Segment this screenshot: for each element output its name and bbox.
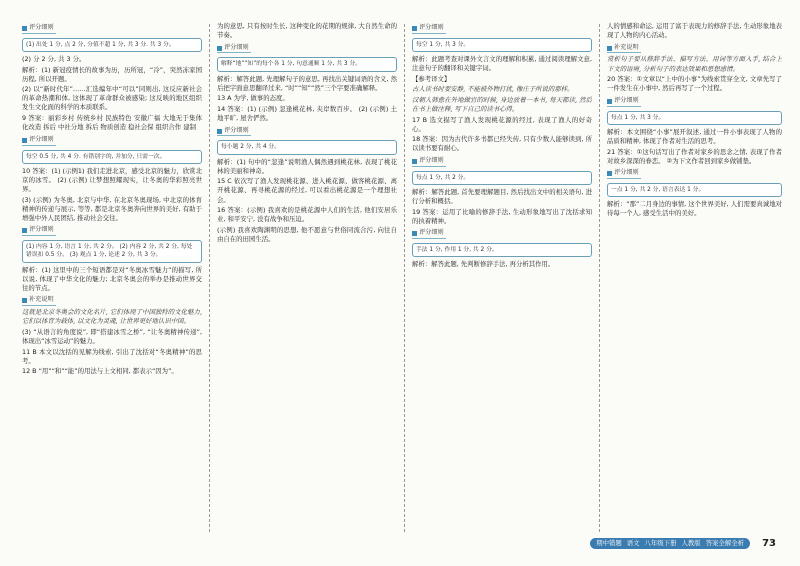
section-tag <box>412 229 446 239</box>
tag-label: 评分细则 <box>419 229 444 237</box>
section-tag <box>22 136 56 146</box>
answer-paragraph: 18 答案：因为古代许多书都已经失传, 只有少数人能够读到, 所以读书要有耐心。 <box>412 135 592 153</box>
page-footer <box>0 536 800 552</box>
scoring-box: 每小题 2 分, 共 4 分。 <box>217 140 397 154</box>
answer-paragraph: 人的情感和命运, 运用了富于表现力的修辞手法, 生动形象地表现了人物的内心活动。 <box>607 22 782 40</box>
column-1 <box>22 22 202 540</box>
footer-label <box>590 538 750 549</box>
scoring-box: (1) 出处 1 分, 点 2 分, 分值不超 1 分, 共 3 分. 共 3 分。 <box>22 38 202 52</box>
scoring-box: 每点 1 分, 共 2 分。 <box>412 171 592 185</box>
column-divider <box>209 24 210 532</box>
tag-square-icon <box>22 138 27 143</box>
answer-paragraph: (3) (示例) 为冬奥, 北京与中华, 在北京冬奥现场, 中北京的体育精神的传递与展示, 等等, 都是北京冬奥奔向世界的美好, 有助于增强中外人民团结, 推动社会交往。 <box>22 195 202 222</box>
handwritten-note: 这就是北京冬奥会的文化名片, 它们体现了中国独特的文化魅力, 它们以体育为载体, 以文化为灵魂, 让世界更好地认识中国。 <box>22 308 202 326</box>
answer-paragraph: 9 答案：丽彩乡村 传统乡村 民族特色 安徽广福 大地无于集体化改造 拆后 中社分地 拆后 物质创造 稳社会保 组织合作 建制 <box>22 114 202 132</box>
section-tag <box>22 226 56 236</box>
scoring-box: 每空 1 分, 共 3 分。 <box>412 38 592 52</box>
tag-label: 评分细则 <box>224 43 249 51</box>
footer-grade: 八年级下册 <box>644 538 677 547</box>
tag-label: 评分细则 <box>29 24 54 31</box>
column-3 <box>412 22 592 540</box>
section-tag <box>217 44 251 54</box>
tag-label: 补充说明 <box>614 43 639 51</box>
answer-page <box>22 22 782 540</box>
scoring-box: (1) 内容 1 分, 语言 1 分, 共 2 分。 (2) 内容 2 分, 共 2 分, 每处错误扣 0.5 分。 (3) 观点 1 分, 论述 2 分, 共 3 分。 <box>22 240 202 262</box>
answer-paragraph: 17 B 选文描写了渔人发现桃花源的经过, 表现了渔人的好奇心。 <box>412 115 592 133</box>
scoring-box: 手法 1 分, 作用 1 分, 共 2 分。 <box>412 243 592 257</box>
answer-paragraph: 为的意思, 只有按时生长, 这种变化的花期的规律, 大自然生命的节奏。 <box>217 22 397 40</box>
answer-paragraph: 11 B 本文以沈括的见解为线索, 引出了沈括对“冬奥精神”的思考。 <box>22 347 202 365</box>
answer-paragraph: 解析：本文围绕“小事”展开叙述, 通过一件小事表现了人物的品质和精神, 体现了作者对生活的思考。 <box>607 127 782 145</box>
scoring-box: 每空 0.5 分, 共 4 分. 有错别字的, 并加分, 只需一次。 <box>22 150 202 164</box>
tag-label: 评分细则 <box>614 96 639 104</box>
footer-edition: 人教版 <box>681 538 701 547</box>
handwritten-note: 古人读书时要安静, 不能被外物打扰, 像庄子所说的那样。 <box>412 85 574 94</box>
answer-paragraph: 10 答案：(1) (示例1) 我们走进北京，感受北京的魅力，欣赏北京的冰雪。 (2) (示例) 让梦想照耀现实，让冬奥的华彩照亮世界。 <box>22 166 202 193</box>
scoring-box: 解释“地”“知”的每个各 1 分, 句意通顺 1 分, 共 3 分。 <box>217 57 397 71</box>
tag-square-icon <box>22 298 27 303</box>
section-tag <box>412 24 446 34</box>
tag-label: 评分细则 <box>614 169 639 177</box>
tag-square-icon <box>607 99 612 104</box>
footer-subject: 语文 <box>626 538 640 547</box>
tag-square-icon <box>412 231 417 236</box>
answer-paragraph: 20 答案：①文章以“上中的小事”为线索贯穿全文, 文章先写了一件发生在小事中, 然后再写了一个过程。 <box>607 75 782 93</box>
section-tag <box>607 169 641 179</box>
tag-square-icon <box>412 159 417 164</box>
tag-square-icon <box>217 46 222 51</box>
handwritten-note: 汉朝人韩愈在外地做官的时候, 身边放着一本书, 每天都读, 然后在书上做注释, 写下自己的读书心得。 <box>412 95 592 113</box>
answer-paragraph: (示例) 我喜欢陶渊明的思想, 他不愿意与世俗同流合污, 向往自由自在的田园生活。 <box>217 225 397 243</box>
tag-label: 评分细则 <box>29 226 54 234</box>
answer-paragraph: 13 A 为学, 做事的态度。 <box>217 94 289 103</box>
tag-label: 评分细则 <box>419 24 444 31</box>
answer-paragraph: 解析：“那”二月身边的事情, 这个世界美好, 人们需要真诚地对待每一个人, 感受生活中的美好。 <box>607 200 782 218</box>
tag-square-icon <box>412 26 417 31</box>
answer-paragraph: (2) 以“新时代年”……汇选编年中“可以”同则出, 这反应新社会的革命热潮和体, 这体现了革命群众被感染; 这反映的地区组织发生文化面的科学的本质联系。 <box>22 85 202 112</box>
answer-paragraph: 解析：解答此题, 先判断修辞手法, 再分析其作用。 <box>412 260 555 269</box>
section-tag <box>412 157 446 167</box>
footer-book: 期中错题 <box>596 538 622 547</box>
answer-paragraph: 解析：(1) 这里中的三个短语都是对“冬奥冰雪魅力”的描写, 所以说, 体现了中华文化的魅力; 北京冬奥会的举办是推动世界交往的节点。 <box>22 265 202 292</box>
scoring-box: 一点 1 分, 共 2 分, 语言表达 1 分。 <box>607 183 782 197</box>
answer-paragraph: (3) “从语言的角度说”, 即“搭建冰雪之桥”, “让冬奥精神传递”, 体现出“冰雪运动”的魅力。 <box>22 327 202 345</box>
tag-label: 补充说明 <box>29 296 54 304</box>
answer-paragraph: 解析：此题考查对课外文言文的理解和积累, 通过阅读理解文意, 注意句子的翻译和关键字词。 <box>412 55 592 73</box>
answer-paragraph: 解析：解答此题, 首先要理解题目, 然后找出文中的相关语句, 进行分析和概括。 <box>412 187 592 206</box>
page-number: 73 <box>762 538 776 549</box>
answer-paragraph: 解析：(1) 新冠疫情长的故事为历，历所冠，“冷”，突然冻家国历程, 所以开题。 <box>22 65 202 83</box>
answer-paragraph: (2) 分 2 分, 共 3 分。 <box>22 55 86 64</box>
tag-square-icon <box>22 228 27 233</box>
tag-square-icon <box>217 129 222 134</box>
tag-label: 评分细则 <box>29 135 54 143</box>
tag-label: 评分细则 <box>224 126 249 134</box>
section-tag <box>607 44 641 54</box>
answer-paragraph: 12 B “用”“和”“能”的用法与上文相同, 都表示“因为”。 <box>22 367 178 376</box>
section-tag <box>22 24 56 34</box>
answer-paragraph: 15 C 依次写了渔人发现桃花源、进入桃花源、做客桃花源、离开桃花源、再寻桃花源的经过, 可以看出桃花源是一个理想社会。 <box>217 177 397 204</box>
column-divider <box>404 24 405 532</box>
section-tag <box>607 97 641 107</box>
tag-square-icon <box>607 171 612 176</box>
column-2 <box>217 22 397 540</box>
answer-paragraph: 【参考译文】 <box>412 74 451 83</box>
column-divider <box>599 24 600 532</box>
footer-section: 答案全解全析 <box>705 538 744 547</box>
section-tag <box>217 127 251 137</box>
section-tag <box>22 296 56 306</box>
column-4 <box>607 22 782 540</box>
answer-paragraph: 14 答案：(1) (示例) 忽逢桃花林, 夹岸数百步。 (2) (示例) 土地平旷, 屋舍俨然。 <box>217 104 397 123</box>
answer-paragraph: 21 答案：①这句话写出了作者对家乡的思念之情, 表现了作者对故乡深深的眷恋。 ②为下文作者回到家乡做铺垫。 <box>607 147 782 165</box>
tag-square-icon <box>22 26 27 31</box>
tag-label: 评分细则 <box>419 156 444 164</box>
scoring-box: 每点 1 分, 共 3 分。 <box>607 111 782 125</box>
answer-paragraph: 19 答案：运用了比喻的修辞手法, 生动形象地写出了沈括求知的执着精神。 <box>412 207 592 225</box>
answer-paragraph: 16 答案：(示例) 我喜欢的是桃花源中人们的生活, 他们安居乐业, 和平安宁, 没有战争和压迫。 <box>217 206 397 224</box>
answer-paragraph: 解析：解答此题, 先理解句子的意思, 再找出关键词语的含义, 然后把字面意思翻译过来, “时”“知”“然”三个字要准确解释。 <box>217 74 397 92</box>
handwritten-note: 赏析句子要从修辞手法、描写方法、用词等方面入手, 结合上下文的语境, 分析句子的表达效果和思想感情。 <box>607 55 782 73</box>
answer-paragraph: 解析：(1) 句中的“忽逢”说明渔人偶然遇到桃花林, 表现了桃花林的美丽和神奇。 <box>217 157 397 175</box>
tag-square-icon <box>607 46 612 51</box>
